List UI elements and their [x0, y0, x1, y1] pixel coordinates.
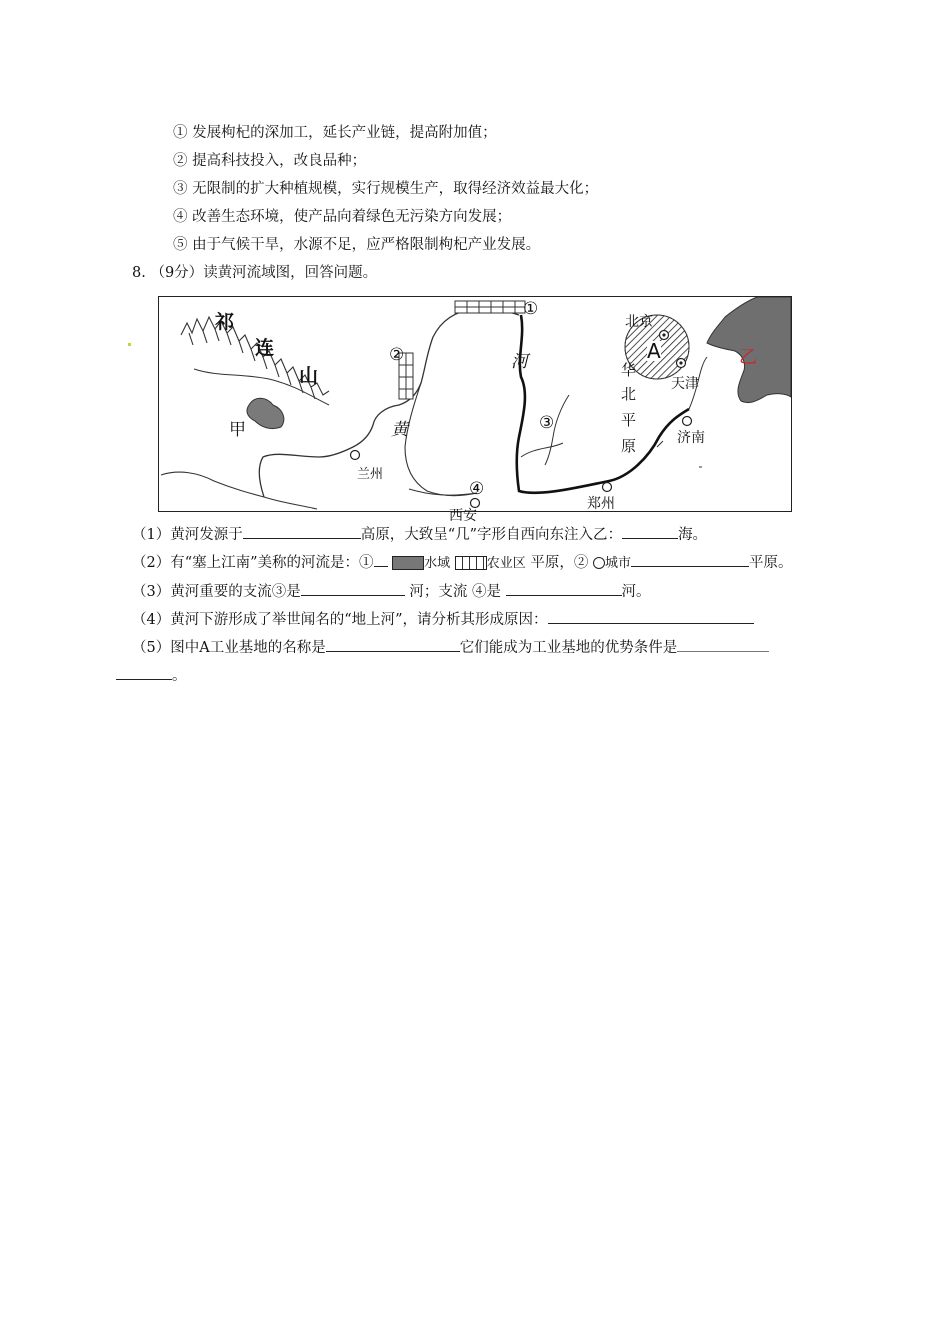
label-lian: 连 — [255, 337, 275, 359]
blank-5c[interactable] — [116, 664, 172, 680]
label-he: 河 — [511, 352, 528, 372]
option-4: ④ 改善生态环境，使产品向着绿色无污染方向发展； — [173, 209, 512, 225]
legend-water: 水域 — [424, 556, 451, 571]
label-hua: 华 — [621, 361, 637, 379]
question-score: （9分） — [150, 265, 204, 281]
label-jinan: 济南 — [677, 430, 705, 446]
blank-1b[interactable] — [622, 523, 678, 539]
subq-3-text-c: 河。 — [621, 584, 651, 600]
subq-1-text-a: （1）黄河发源于 — [132, 527, 243, 543]
subq-2-text-a: （2）有“塞上江南”美称的河流是：① — [132, 555, 374, 571]
label-tianjin: 天津 — [671, 376, 699, 392]
subq-5-text-c: 。 — [172, 668, 187, 684]
yellow-river-basin-map — [158, 296, 792, 524]
blank-1a[interactable] — [243, 523, 361, 539]
subq-4 — [132, 608, 754, 630]
option-5: ⑤ 由于气候干旱，水源不足，应严格限制枸杞产业发展。 — [173, 237, 541, 253]
question-8-header — [132, 263, 377, 283]
option-1: ① 发展枸杞的深加工，延长产业链，提高附加值； — [173, 125, 497, 141]
blank-5b[interactable] — [677, 636, 769, 652]
blank-3a[interactable] — [301, 580, 405, 596]
label-A: A — [647, 339, 661, 363]
subq-5 — [132, 636, 769, 658]
blank-2b[interactable] — [631, 551, 749, 567]
subq-1-text-d: 海。 — [678, 527, 708, 543]
legend-farm: 农业区 — [486, 556, 526, 571]
marker-3: ③ — [539, 413, 555, 433]
subq-3 — [132, 580, 651, 602]
marker-4: ④ — [469, 479, 485, 499]
legend-farm-icon — [455, 556, 487, 570]
label-huang: 黄 — [391, 420, 408, 440]
label-yi: 乙 — [739, 347, 757, 368]
subq-3-text-a: （3）黄河重要的支流③是 — [132, 584, 301, 600]
blank-5a[interactable] — [326, 636, 460, 652]
subq-1-text-c: ： — [607, 527, 623, 543]
subq-1-text-b: 高原，大致呈“几”字形自西向东注入乙 — [360, 527, 608, 543]
subq-1 — [132, 523, 707, 545]
blank-4[interactable] — [548, 608, 754, 624]
subq-2-text-c: 平原。 — [749, 555, 793, 571]
label-lanzhou: 兰州 — [357, 467, 384, 482]
option-2: ② 提高科技投入，改良品种； — [173, 153, 367, 169]
blank-2a[interactable] — [374, 551, 388, 567]
subq-5-continued — [116, 664, 187, 686]
label-bei: 北 — [621, 385, 637, 403]
label-qi: 祁 — [215, 311, 235, 333]
question-text: 读黄河流域图，回答问题。 — [203, 265, 378, 281]
blank-3b[interactable] — [506, 580, 622, 596]
label-beijing: 北京 — [625, 314, 653, 330]
subq-5-text-a: （5）图中A工业基地的名称是 — [132, 640, 326, 656]
subq-5-text-b: 它们能成为工业基地的优势条件是 — [459, 640, 678, 656]
subq-4-text-a: （4）黄河下游形成了举世闻名的“地上河”，请分析其形成原因： — [132, 612, 548, 628]
subq-3-text-b: 河；支流 ④是 — [409, 584, 501, 600]
label-shan: 山 — [299, 365, 319, 387]
question-number: 8. — [132, 265, 146, 281]
legend-water-icon — [392, 556, 424, 570]
option-3: ③ 无限制的扩大种植规模，实行规模生产，取得经济效益最大化； — [173, 181, 599, 197]
great-wall-top — [455, 301, 525, 313]
label-xian: 西安 — [449, 508, 477, 524]
marker-2: ② — [389, 345, 405, 365]
label-ping: 平 — [621, 411, 637, 429]
label-jia: 甲 — [229, 420, 246, 440]
stray-dot — [128, 343, 131, 346]
label-zhengzhou: 郑州 — [587, 496, 615, 512]
legend-city: 城市 — [605, 556, 632, 571]
legend-city-icon — [593, 557, 605, 569]
subq-2 — [132, 551, 793, 574]
marker-1: ① — [523, 299, 539, 319]
label-yuan: 原 — [621, 437, 637, 455]
subq-2-text-b: 平原，② — [530, 555, 589, 571]
